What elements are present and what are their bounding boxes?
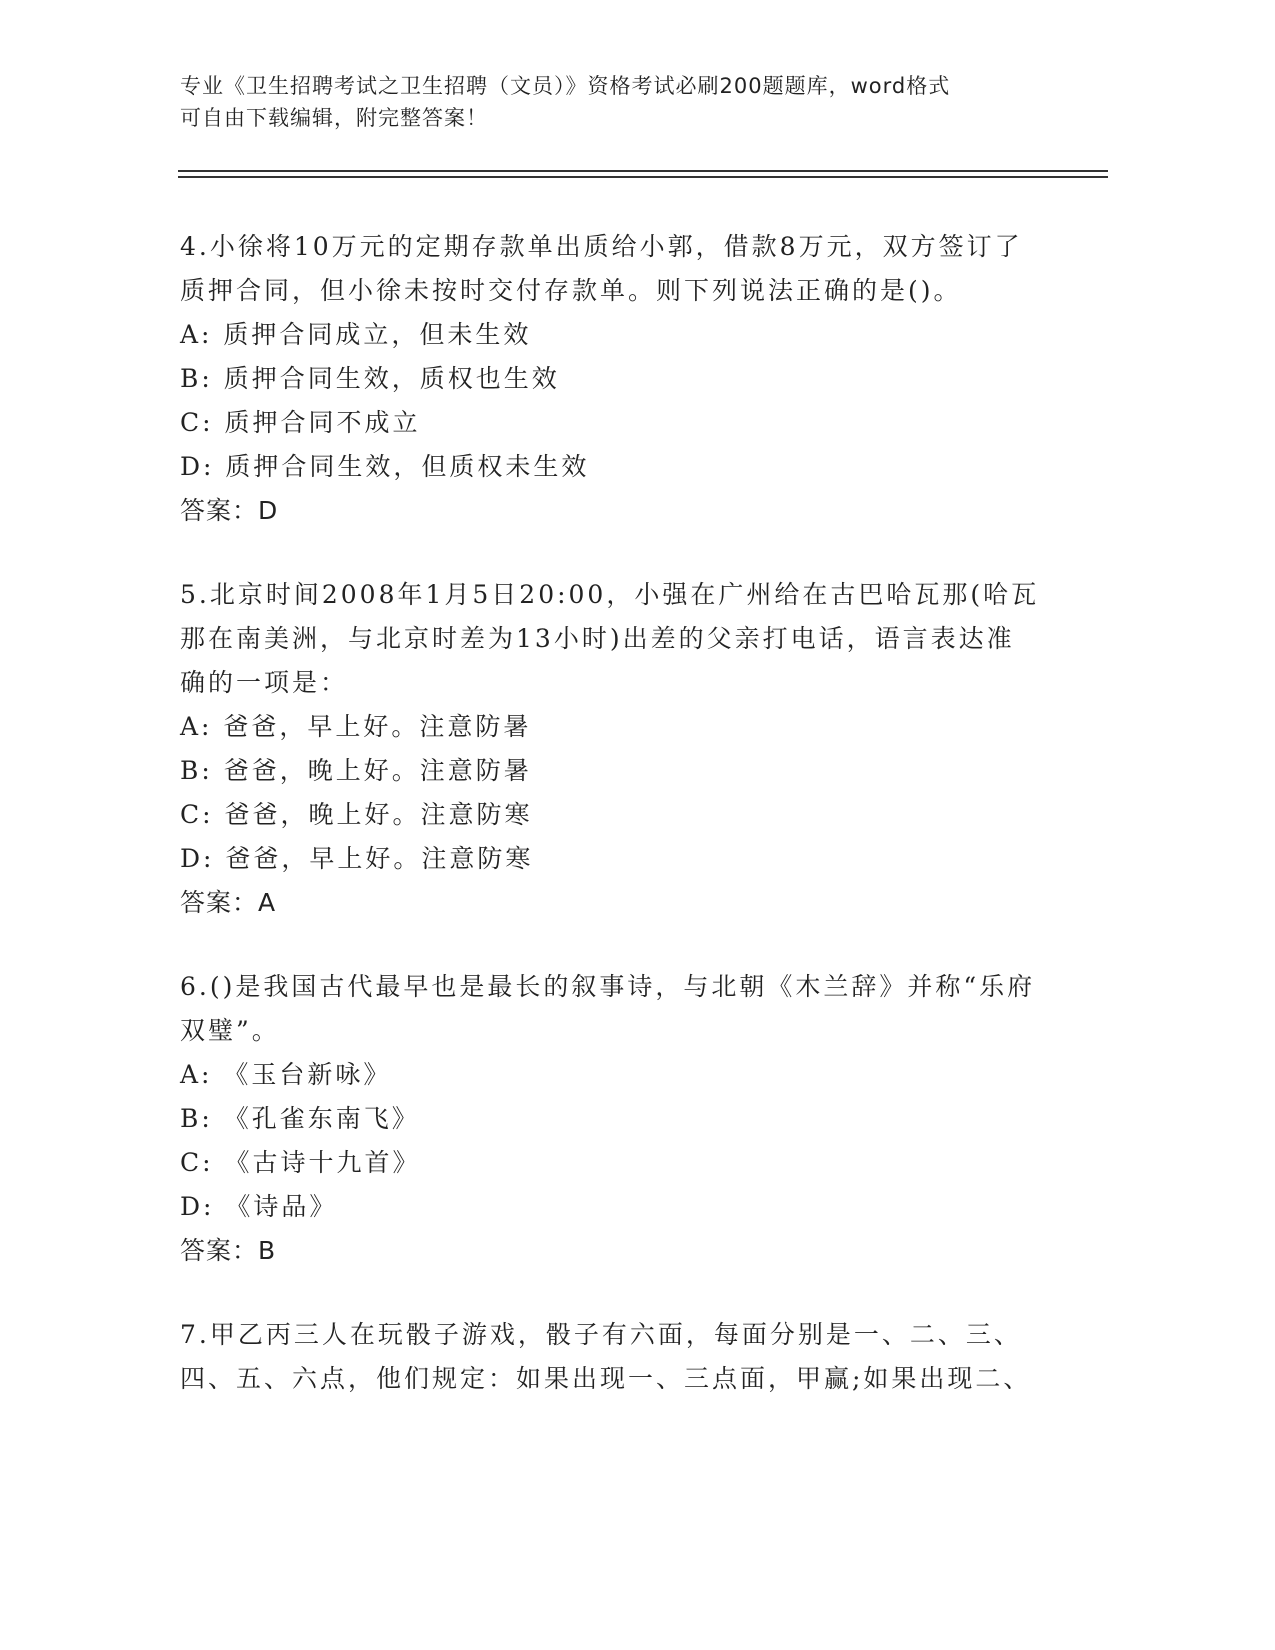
- option-d: D: 《诗品》: [180, 1192, 338, 1221]
- option-c: C: 质押合同不成立: [180, 408, 421, 437]
- answer: 答案：B: [180, 1236, 277, 1265]
- question-stem: 5.北京时间2008年1月5日20:00，小强在广州给在古巴哈瓦那(哈瓦那在南美洲，与北京时差为13小时)出差的父亲打电话，语言表达准确的一项是：: [180, 580, 1040, 697]
- option-a: A: 质押合同成立，但未生效: [180, 320, 532, 349]
- header-line-1: 专业《卫生招聘考试之卫生招聘（文员）》资格考试必刷200题题库，word格式: [180, 74, 951, 98]
- header-divider-top: [178, 170, 1108, 172]
- question-4: [180, 225, 1040, 533]
- question-stem: 7.甲乙丙三人在玩骰子游戏，骰子有六面，每面分别是一、二、三、四、五、六点，他们规定：如果出现一、三点面，甲赢;如果出现二、: [180, 1320, 1032, 1393]
- option-b: B: 《孔雀东南飞》: [180, 1104, 420, 1133]
- option-d: D: 爸爸，早上好。注意防寒: [180, 844, 534, 873]
- option-a: A: 爸爸，早上好。注意防暑: [180, 712, 532, 741]
- question-6: [180, 965, 1040, 1273]
- answer: 答案：D: [180, 496, 279, 525]
- option-a: A: 《玉台新咏》: [180, 1060, 392, 1089]
- question-5: [180, 573, 1040, 925]
- header-divider-bottom: [178, 176, 1108, 178]
- answer: 答案：A: [180, 888, 277, 917]
- option-b: B: 质押合同生效，质权也生效: [180, 364, 560, 393]
- question-stem: 6.()是我国古代最早也是最长的叙事诗，与北朝《木兰辞》并称“乐府双璧”。: [180, 972, 1036, 1045]
- question-7: [180, 1313, 1040, 1401]
- option-b: B: 爸爸，晚上好。注意防暑: [180, 756, 532, 785]
- header-line-2: 可自由下载编辑，附完整答案！: [180, 106, 488, 130]
- document-header: [180, 70, 1080, 134]
- question-stem: 4.小徐将10万元的定期存款单出质给小郭，借款8万元，双方签订了质押合同，但小徐未按时交付存款单。则下列说法正确的是()。: [180, 232, 1023, 305]
- option-c: C: 爸爸，晚上好。注意防寒: [180, 800, 533, 829]
- option-d: D: 质押合同生效，但质权未生效: [180, 452, 590, 481]
- option-c: C: 《古诗十九首》: [180, 1148, 421, 1177]
